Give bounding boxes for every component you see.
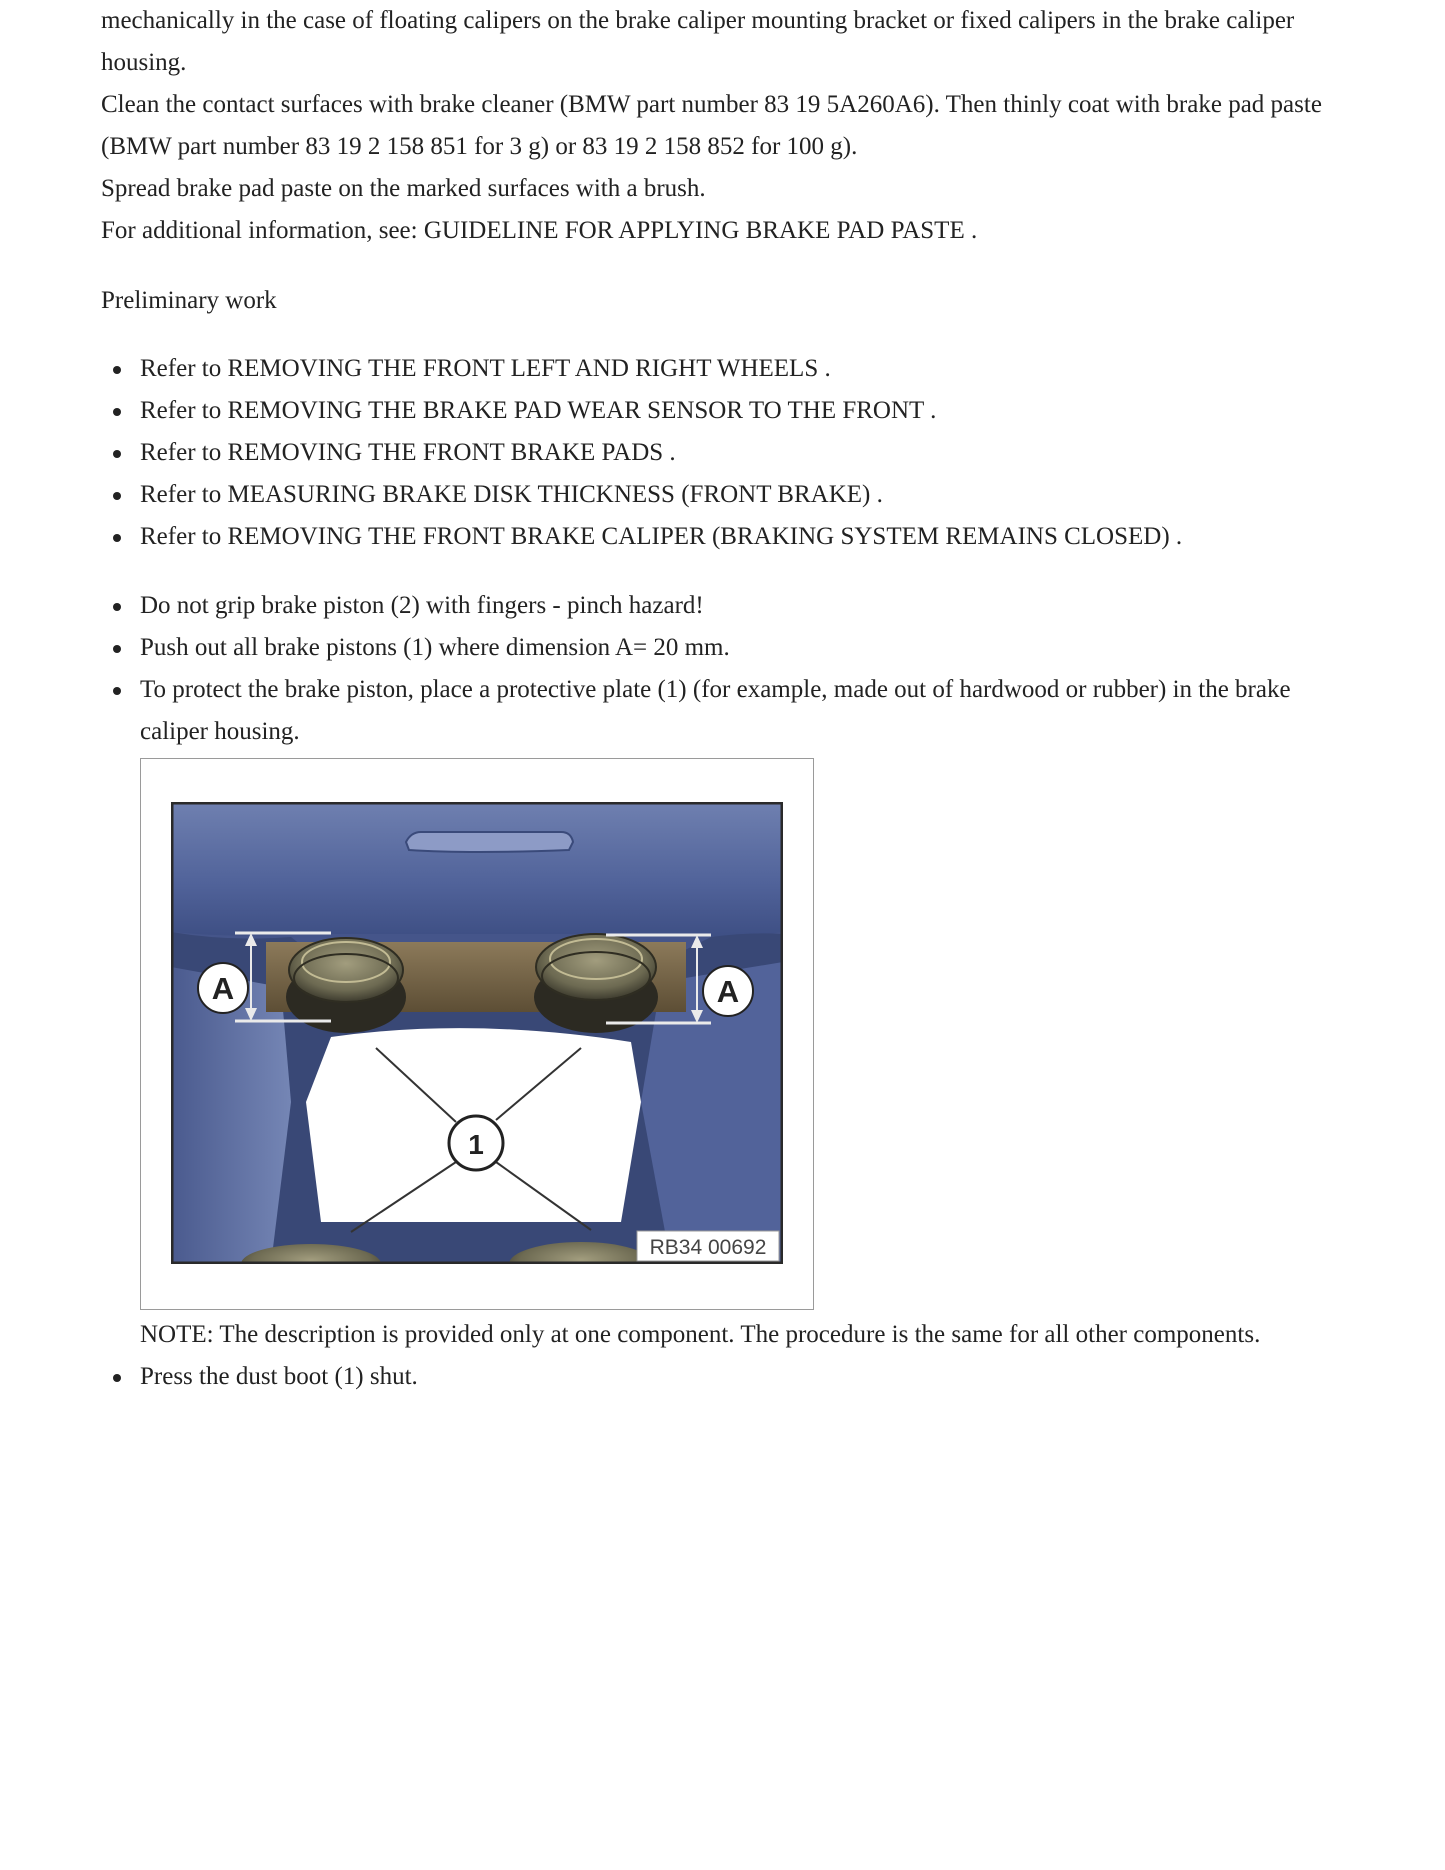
caliper-top-body xyxy=(171,802,783,937)
list-item: Press the dust boot (1) shut. xyxy=(140,1356,1351,1398)
note-text: NOTE: The description is provided only at one component. The procedure is the same for all other components. xyxy=(140,1321,1261,1348)
intro-paragraph-2: Clean the contact surfaces with brake cleaner (BMW part number 83 19 5A260A6). Then thinly coat with brake pad paste (BMW part number 83 19 2 158 851 for 3 g) or 83 19 2 158 852 for 100 g). xyxy=(101,91,1322,160)
list-item xyxy=(140,669,1351,1356)
intro-paragraph-1: mechanically in the case of floating calipers on the brake caliper mounting bracket or fixed calipers in the brake caliper housing. xyxy=(101,7,1295,76)
callout-a-right xyxy=(703,966,753,1016)
spacer xyxy=(101,558,1351,585)
list-item: Refer to REMOVING THE FRONT BRAKE PADS . xyxy=(140,432,1351,474)
figure-code: RB34 00692 xyxy=(649,1236,767,1259)
list-item: Do not grip brake piston (2) with fingers - pinch hazard! xyxy=(140,585,1351,627)
list-item: Push out all brake pistons (1) where dimension A= 20 mm. xyxy=(140,627,1351,669)
preliminary-work-heading: Preliminary work xyxy=(101,287,277,314)
callout-a-left xyxy=(198,963,248,1013)
list-item-text: To protect the brake piston, place a protective plate (1) (for example, made out of hardwood or rubber) in the brake caliper housing. xyxy=(140,676,1291,745)
callout-label: 1 xyxy=(468,1129,484,1160)
list-item: Refer to REMOVING THE FRONT LEFT AND RIGHT WHEELS . xyxy=(140,348,1351,390)
document-content xyxy=(101,0,1351,1398)
intro-paragraph-4: For additional information, see: GUIDELINE FOR APPLYING BRAKE PAD PASTE . xyxy=(101,217,978,244)
brake-caliper-illustration xyxy=(171,802,783,1264)
preliminary-work-list xyxy=(101,348,1351,558)
callout-label: A xyxy=(211,971,235,1006)
list-item: Refer to MEASURING BRAKE DISK THICKNESS (FRONT BRAKE) . xyxy=(140,474,1351,516)
callout-1 xyxy=(449,1116,503,1170)
figure-frame xyxy=(140,758,814,1310)
list-item: Refer to REMOVING THE FRONT BRAKE CALIPER (BRAKING SYSTEM REMAINS CLOSED) . xyxy=(140,516,1351,558)
intro-paragraph-3: Spread brake pad paste on the marked surfaces with a brush. xyxy=(101,175,706,202)
callout-label: A xyxy=(716,974,740,1009)
list-item: Refer to REMOVING THE BRAKE PAD WEAR SENSOR TO THE FRONT . xyxy=(140,390,1351,432)
procedure-steps-list xyxy=(101,585,1351,1398)
caliper-slot xyxy=(406,832,573,852)
